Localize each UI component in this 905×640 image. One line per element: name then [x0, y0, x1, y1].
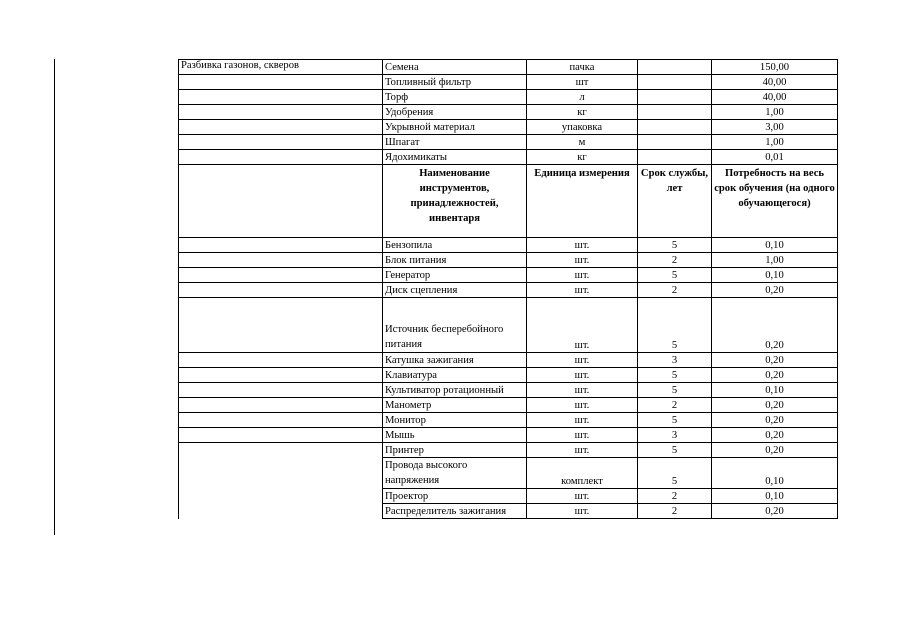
item-unit: шт. — [527, 398, 638, 413]
table-row — [179, 283, 838, 298]
item-unit: шт. — [527, 283, 638, 298]
item-term: 5 — [638, 383, 712, 398]
item-name: Распределитель зажигания — [383, 504, 527, 519]
section-cell — [179, 489, 383, 504]
section-cell — [179, 150, 383, 165]
item-unit: пачка — [527, 60, 638, 75]
item-need: 0,10 — [712, 238, 838, 253]
item-need: 0,10 — [712, 458, 838, 489]
equipment-table — [178, 59, 838, 519]
item-term: 5 — [638, 298, 712, 353]
item-unit: шт. — [527, 413, 638, 428]
item-need: 1,00 — [712, 253, 838, 268]
item-unit: кг — [527, 150, 638, 165]
item-unit: шт. — [527, 504, 638, 519]
item-need: 0,20 — [712, 398, 838, 413]
item-term: 2 — [638, 253, 712, 268]
item-term: 2 — [638, 283, 712, 298]
item-term: 5 — [638, 368, 712, 383]
item-unit: шт. — [527, 428, 638, 443]
table-row — [179, 75, 838, 90]
item-name: Источник бесперебойного питания — [383, 298, 527, 353]
item-need: 0,10 — [712, 383, 838, 398]
section-cell — [179, 253, 383, 268]
item-term: 3 — [638, 428, 712, 443]
table-row — [179, 458, 838, 489]
item-unit: кг — [527, 105, 638, 120]
item-need: 40,00 — [712, 90, 838, 105]
header-name: Наименование инструментов, принадлежностей, инвентаря — [383, 165, 527, 238]
item-need: 40,00 — [712, 75, 838, 90]
item-unit: шт. — [527, 298, 638, 353]
section-cell — [179, 353, 383, 368]
item-need: 150,00 — [712, 60, 838, 75]
item-need: 1,00 — [712, 105, 838, 120]
item-need: 3,00 — [712, 120, 838, 135]
item-term: 5 — [638, 268, 712, 283]
item-unit: комплект — [527, 458, 638, 489]
item-name: Удобрения — [383, 105, 527, 120]
section-cell — [179, 398, 383, 413]
item-term: 2 — [638, 398, 712, 413]
table-row — [179, 120, 838, 135]
section-cell — [179, 120, 383, 135]
item-unit: шт. — [527, 353, 638, 368]
item-term: 2 — [638, 504, 712, 519]
section-cell — [179, 165, 383, 238]
section-cell — [179, 135, 383, 150]
item-term: 5 — [638, 413, 712, 428]
item-term — [638, 60, 712, 75]
table-row — [179, 489, 838, 504]
item-name: Культиватор ротационный — [383, 383, 527, 398]
item-term — [638, 90, 712, 105]
item-name: Монитор — [383, 413, 527, 428]
section-cell — [179, 283, 383, 298]
table-row — [179, 504, 838, 519]
item-name: Топливный фильтр — [383, 75, 527, 90]
item-need: 0,20 — [712, 428, 838, 443]
item-need: 0,10 — [712, 489, 838, 504]
item-name: Диск сцепления — [383, 283, 527, 298]
item-term — [638, 120, 712, 135]
item-term: 5 — [638, 443, 712, 458]
section-cell — [179, 428, 383, 443]
item-name: Семена — [383, 60, 527, 75]
item-unit: шт. — [527, 383, 638, 398]
section-cell — [179, 105, 383, 120]
section-cell — [179, 368, 383, 383]
table-row — [179, 60, 838, 75]
item-unit: шт. — [527, 268, 638, 283]
section-cell — [179, 458, 383, 489]
item-unit: шт. — [527, 253, 638, 268]
item-need: 1,00 — [712, 135, 838, 150]
table-row — [179, 253, 838, 268]
item-need: 0,10 — [712, 268, 838, 283]
item-name: Бензопила — [383, 238, 527, 253]
item-name: Провода высокого напряжения — [383, 458, 527, 489]
item-name: Блок питания — [383, 253, 527, 268]
table-row — [179, 413, 838, 428]
table-header-row — [179, 165, 838, 238]
section-cell — [179, 75, 383, 90]
header-unit: Единица измерения — [527, 165, 638, 238]
section-cell — [179, 298, 383, 353]
table-row — [179, 238, 838, 253]
item-name: Принтер — [383, 443, 527, 458]
left-margin-rule — [54, 59, 55, 535]
item-name: Манометр — [383, 398, 527, 413]
item-unit: л — [527, 90, 638, 105]
item-term — [638, 150, 712, 165]
item-name: Клавиатура — [383, 368, 527, 383]
item-name: Ядохимикаты — [383, 150, 527, 165]
item-term: 5 — [638, 238, 712, 253]
table-row — [179, 298, 838, 353]
item-name: Проектор — [383, 489, 527, 504]
item-name: Шпагат — [383, 135, 527, 150]
item-need: 0,20 — [712, 368, 838, 383]
item-unit: шт. — [527, 368, 638, 383]
section-cell — [179, 504, 383, 519]
item-need: 0,20 — [712, 298, 838, 353]
table-row — [179, 90, 838, 105]
item-term: 5 — [638, 458, 712, 489]
item-name: Мышь — [383, 428, 527, 443]
table-row — [179, 398, 838, 413]
section-cell — [179, 443, 383, 458]
item-need: 0,20 — [712, 353, 838, 368]
item-need: 0,20 — [712, 504, 838, 519]
table-row — [179, 443, 838, 458]
item-need: 0,20 — [712, 283, 838, 298]
table-row — [179, 368, 838, 383]
item-term: 2 — [638, 489, 712, 504]
item-name: Торф — [383, 90, 527, 105]
table-row — [179, 383, 838, 398]
item-unit: шт. — [527, 238, 638, 253]
section-cell — [179, 383, 383, 398]
header-need: Потребность на весь срок обучения (на одного обучающегося) — [712, 165, 838, 238]
table-row — [179, 150, 838, 165]
section-cell — [179, 268, 383, 283]
section-cell — [179, 413, 383, 428]
item-unit: шт — [527, 75, 638, 90]
item-need: 0,20 — [712, 443, 838, 458]
item-unit: шт. — [527, 489, 638, 504]
item-term — [638, 75, 712, 90]
section-cell — [179, 90, 383, 105]
header-term: Срок службы, лет — [638, 165, 712, 238]
section-cell — [179, 238, 383, 253]
section-title: Разбивка газонов, скверов — [179, 60, 383, 75]
table-row — [179, 268, 838, 283]
table-row — [179, 135, 838, 150]
item-name: Генератор — [383, 268, 527, 283]
item-unit: упаковка — [527, 120, 638, 135]
item-term: 3 — [638, 353, 712, 368]
table-row — [179, 105, 838, 120]
item-unit: шт. — [527, 443, 638, 458]
table-row — [179, 428, 838, 443]
table-row — [179, 353, 838, 368]
item-name: Катушка зажигания — [383, 353, 527, 368]
item-term — [638, 105, 712, 120]
item-need: 0,20 — [712, 413, 838, 428]
item-name: Укрывной материал — [383, 120, 527, 135]
item-unit: м — [527, 135, 638, 150]
item-term — [638, 135, 712, 150]
item-need: 0,01 — [712, 150, 838, 165]
